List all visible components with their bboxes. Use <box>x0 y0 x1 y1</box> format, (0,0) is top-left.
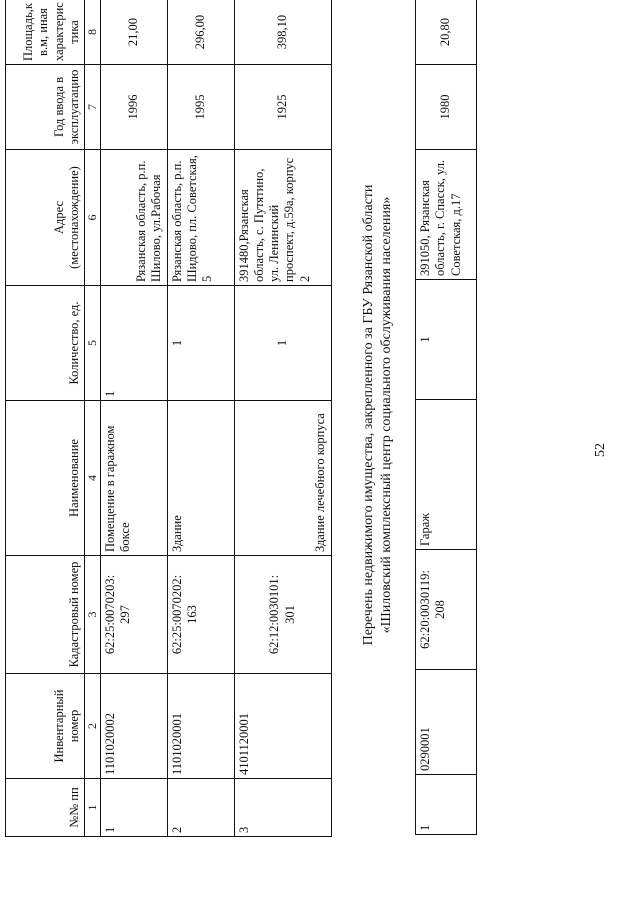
cell-year: 1996 <box>100 65 167 150</box>
cell-address: Рязанская область, р.п. Шилово, ул.Рабочая <box>100 150 167 286</box>
cell-area: 20,80 <box>416 0 477 65</box>
header-num: №№ пп <box>6 779 85 837</box>
header-cadastral: Кадастровый номер <box>6 556 85 674</box>
col-number: 6 <box>85 150 101 286</box>
cell-num: 1 <box>100 779 167 837</box>
header-year: Год ввода в эксплуатацию <box>6 65 85 150</box>
title-line-1: Перечень недвижимого имущества, закрепленного за ГБУ Рязанской области <box>361 184 376 646</box>
col-number: 4 <box>85 401 101 556</box>
col-number: 8 <box>85 0 101 65</box>
cell-year: 1980 <box>416 65 477 150</box>
cell-num: 1 <box>416 775 477 835</box>
page-number: 52 <box>593 443 608 457</box>
header-row <box>6 0 85 837</box>
cell-address: Рязанская область, р.п. Шидово, пл. Советская, 5 <box>167 150 234 286</box>
cell-inventory: 0290001 <box>416 670 477 775</box>
property-table <box>5 0 332 837</box>
title-line-2: «Шиловский комплексный центр социального обслуживания населения» <box>378 196 394 634</box>
cell-name: Гараж <box>416 400 477 550</box>
previous-table-row <box>415 0 477 835</box>
header-name: Наименование <box>6 401 85 556</box>
cell-address: 391050, Рязанская область, г. Спасск, ул. Советская, д.17 <box>416 150 477 280</box>
cell-qty: 1 <box>416 280 477 400</box>
cell-cadastral: 62:25:0070203: 297 <box>100 556 167 674</box>
col-number: 5 <box>85 286 101 401</box>
col-number: 1 <box>85 779 101 837</box>
table-row <box>416 0 477 835</box>
cell-name: Здание лечебного корпуса <box>234 401 331 556</box>
cell-area: 21,00 <box>100 0 167 65</box>
cell-cadastral: 62:20:0030119: 208 <box>416 550 477 670</box>
document-title <box>360 55 395 775</box>
table-row <box>234 0 331 837</box>
cell-num: 2 <box>167 779 234 837</box>
header-address: Адрес (местонахождение) <box>6 150 85 286</box>
cell-area: 296,00 <box>167 0 234 65</box>
cell-num: 3 <box>234 779 331 837</box>
cell-name: Помещение в гаражном боксе <box>100 401 167 556</box>
cell-qty: 1 <box>167 286 234 401</box>
cell-cadastral: 62:12:0030101: 301 <box>234 556 331 674</box>
table-row <box>167 0 234 837</box>
cell-qty: 1 <box>234 286 331 401</box>
col-number: 2 <box>85 674 101 779</box>
col-number: 3 <box>85 556 101 674</box>
cell-qty: 1 <box>100 286 167 401</box>
cell-inventory: 1101020002 <box>100 674 167 779</box>
header-area: Площадь,к в.м, иная характерис тика <box>6 0 85 65</box>
cell-inventory: 1101020001 <box>167 674 234 779</box>
cell-area: 398,10 <box>234 0 331 65</box>
cell-address: 391480,Рязанская область, с. Путятино, ул. Ленинский проспект, д.59а, корпус 2 <box>234 150 331 286</box>
cell-year: 1995 <box>167 65 234 150</box>
header-qty: Количество, ед. <box>6 286 85 401</box>
cell-inventory: 4101120001 <box>234 674 331 779</box>
col-number: 7 <box>85 65 101 150</box>
cell-year: 1925 <box>234 65 331 150</box>
header-inventory: Инвентарный номер <box>6 674 85 779</box>
column-number-row <box>85 0 101 837</box>
table-row <box>100 0 167 837</box>
cell-name: Здание <box>167 401 234 556</box>
cell-cadastral: 62:25:0070202: 163 <box>167 556 234 674</box>
